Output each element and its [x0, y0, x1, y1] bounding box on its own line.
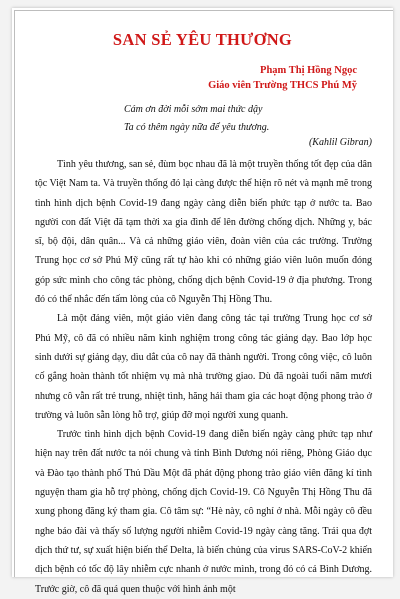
author-role: Giáo viên Trường THCS Phú Mỹ — [208, 80, 357, 91]
body-paragraph: Là một đảng viên, một giáo viên đang công tác tại trường Trung học cơ sở Phú Mỹ, cô đã có nhiều năm kinh nghiệm trong công tác giảng dạy. Bao lớp học sinh dưới sự giảng dạy, dìu dắt của cô nay đã thành người. Trong công việc, cô luôn cố gắng hoàn thành tốt nhiệm vụ mà nhà trường giao. Dù đã ngoài tuổi năm mươi nhưng cô vẫn rất trẻ trung, nhiệt tình, hăng hái tham gia các hoạt động phong trào ở trường và luôn sẵn lòng hỗ trợ, giúp đỡ mọi người xung quanh. — [35, 313, 372, 421]
body-paragraph: Trước tình hình dịch bệnh Covid-19 đang diễn biến ngày càng phức tạp như hiện nay trên đất nước ta nói chung và tỉnh Bình Dương nói riêng, Phòng Giáo dục và Đào tạo thành phố Thủ Dầu Một đã phát động phong trào giáo viên đăng kí tình nguyện tham gia hỗ trợ phòng, chống dịch Covid-19. Cô Nguyễn Thị Hồng Thu đã xung phong đăng ký tham gia. Cô tâm sự: “Hè này, cô nghỉ ở nhà. Mỗi ngày cô đều nghe báo đài và thấy số lượng người nhiễm Covid-19 ngày càng tăng. Trải qua đợt dịch thứ tư, sự xuất hiện biến thể Delta, là biến chủng của virus SARS-CoV-2 khiến dịch bệnh có tốc độ lây nhiễm cực nhanh ở nước mình, trong đó có cả Bình Dương. Trước giờ, cô đã quá quen thuộc với hình ảnh một — [35, 429, 372, 595]
body-paragraph: Tình yêu thương, san sẻ, đùm bọc nhau đã là một truyền thống tốt đẹp của dân tộc Việt Nam ta. Và truyền thống đó lại càng được thể hiện rõ nét và mạnh mẽ trong tình hình dịch bệnh Covid-19 đang ngày càng diễn biến phức tạp ở nước ta. Bao người con đất Việt đã tạm thời xa gia đình để lên đường chống dịch. Những y, bác sĩ, bộ đội, dân quân... Và cả những giáo viên, đoàn viên của các trường. Trường Trung học cơ sở Phú Mỹ cũng rất tự hào khi có những giáo viên luôn muốn đóng góp sức mình cho công tác phòng, chống dịch bệnh Covid-19 ở địa phương. Trong đó có thể nhắc đến tấm lòng của cô Nguyễn Thị Hồng Thu. — [35, 159, 372, 306]
epigraph-quote — [124, 101, 269, 137]
author-block — [208, 63, 357, 93]
author-name: Phạm Thị Hồng Ngọc — [260, 65, 357, 76]
article-title: SAN SẺ YÊU THƯƠNG — [112, 30, 293, 49]
page-border-top — [14, 10, 393, 11]
page-border-left — [14, 10, 15, 577]
quote-line: Ta có thêm ngày nữa để yêu thương. — [124, 122, 270, 133]
document-page — [12, 8, 393, 595]
quote-source: (Kahlil Gibran) — [308, 137, 372, 148]
quote-line: Cám ơn đời mỗi sớm mai thức dậy — [124, 104, 263, 115]
article-body — [35, 155, 372, 599]
